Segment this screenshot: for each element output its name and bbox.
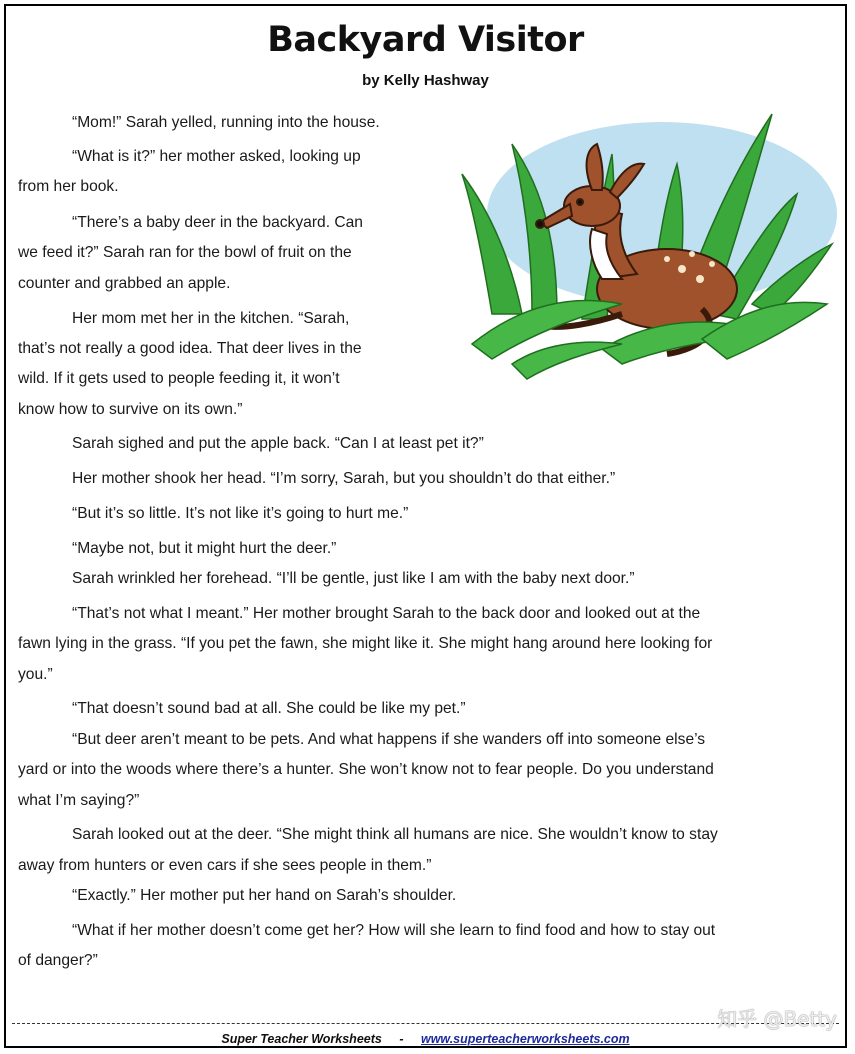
story-line: “That’s not what I meant.” Her mother brought Sarah to the back door and looked out at the	[72, 605, 701, 622]
story-line: that’s not really a good idea. That deer lives in the	[18, 340, 362, 357]
story-line: “Maybe not, but it might hurt the deer.”	[72, 540, 337, 557]
story-line: away from hunters or even cars if she sees people in them.”	[18, 857, 432, 874]
footer-separator: -	[399, 1032, 404, 1046]
story-line: fawn lying in the grass. “If you pet the fawn, she might like it. She might hang around here looking for	[18, 635, 713, 652]
story-line: what I’m saying?”	[18, 792, 140, 809]
story-line: “But deer aren’t meant to be pets. And what happens if she wanders off into someone else’s	[72, 731, 706, 748]
story-line: counter and grabbed an apple.	[18, 275, 231, 292]
publisher-name: Super Teacher Worksheets	[221, 1032, 382, 1046]
fawn-illustration	[452, 104, 838, 390]
story-line: from her book.	[18, 178, 119, 195]
story-line: Sarah looked out at the deer. “She might think all humans are nice. She wouldn’t know to stay	[72, 826, 718, 843]
story-line: of danger?”	[18, 952, 98, 969]
worksheet-page	[4, 4, 847, 1048]
story-line: “What if her mother doesn’t come get her? How will she learn to find food and how to stay out	[72, 922, 716, 939]
story-line: “There’s a baby deer in the backyard. Can	[72, 214, 363, 231]
story-line: Her mother shook her head. “I’m sorry, Sarah, but you shouldn’t do that either.”	[72, 470, 616, 487]
story-line: “Mom!” Sarah yelled, running into the house.	[72, 114, 380, 131]
footer	[6, 1032, 845, 1046]
footer-divider	[12, 1023, 839, 1024]
story-line: we feed it?” Sarah ran for the bowl of fruit on the	[18, 244, 352, 261]
story-line: “What is it?” her mother asked, looking up	[72, 148, 361, 165]
story-line: Sarah wrinkled her forehead. “I’ll be gentle, just like I am with the baby next door.”	[72, 570, 635, 587]
story-line: “But it’s so little. It’s not like it’s going to hurt me.”	[72, 505, 409, 522]
story-line: you.”	[18, 666, 53, 683]
story-line: yard or into the woods where there’s a hunter. She won’t know not to fear people. Do you understand	[18, 761, 714, 778]
story-line: Sarah sighed and put the apple back. “Can I at least pet it?”	[72, 435, 484, 452]
story-title: Backyard Visitor	[267, 20, 584, 60]
publisher-link[interactable]: www.superteacherworksheets.com	[420, 1032, 630, 1046]
story-line: know how to survive on its own.”	[18, 401, 243, 418]
story-line: Her mom met her in the kitchen. “Sarah,	[72, 310, 350, 327]
story-line: wild. If it gets used to people feeding it, it won’t	[18, 370, 340, 387]
story-line: “Exactly.” Her mother put her hand on Sarah’s shoulder.	[72, 887, 457, 904]
story-byline: by Kelly Hashway	[362, 72, 489, 89]
zhihu-watermark: 知乎 @Betty	[717, 1007, 837, 1031]
story-line: “That doesn’t sound bad at all. She could be like my pet.”	[72, 700, 466, 717]
